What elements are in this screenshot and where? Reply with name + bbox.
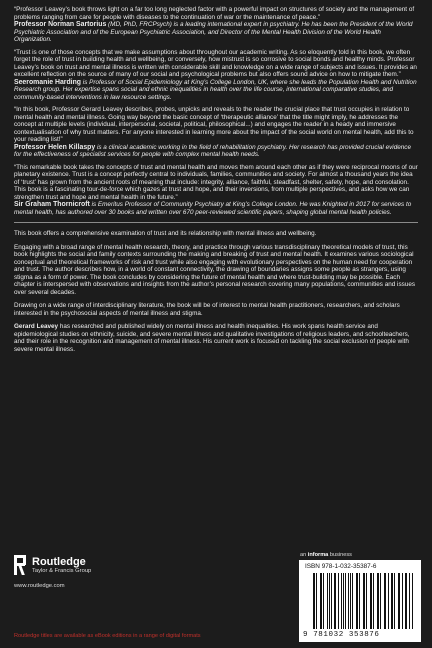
routledge-r-icon <box>14 555 28 575</box>
divider <box>14 222 418 223</box>
blurb-sartorius <box>14 6 418 44</box>
description-paragraph: Drawing on a wide range of interdisciplinary literature, the book will be of interest to mental health practitioners, researchers, and scholars interested in the psychosocial aspects of mental illness and stigma. <box>14 302 400 317</box>
barcode-panel <box>299 560 421 642</box>
publisher-group: Taylor & Francis Group <box>32 567 92 574</box>
blurb-author-desc: is a clinical academic working in the field of rehabilitation psychiatry. Her research has provided crucial evidence for the effectiveness of specialist services for people with complex mental health needs. <box>14 143 411 158</box>
blurb-author-desc: is Professor of Social Epidemiology at King’s College London, UK, where she leads the Population Health and Nutrition Research group. Her expertise spans social and ethnic inequalities in health over the life course, international comparative studies, and community-based interventions in law resource settings. <box>14 78 417 101</box>
publisher-url: www.routledge.com <box>14 583 65 589</box>
back-cover-text <box>14 6 418 359</box>
barcode-icon <box>313 573 413 629</box>
blurb-quote: “Professor Leavey’s book throws light on a far too long neglected factor with a powerful impact on structures of society and the management of problems ranging from care for people with diseases to the continuation of war or the maintenance of peace.” <box>14 6 415 21</box>
blurb-quote: “In this book, Professor Gerard Leavey describes, probes, unpicks and reveals to the reader the crucial place that trust occupies in relation to mental health and mental illness. Going way beyond the basic concept of ‘therapeutic alliance’ that the title might imply, he addresses the concept at multiple levels (individual, interpersonal, societal, political, philosophical...) and engages the reader in a heady and immersive contextualisation of why trust matters. For anyone interested in learning more about the impact of the social world on mental health, add this to your reading list!” <box>14 106 414 143</box>
blurb-author-name: Professor Helen Killaspy <box>14 143 96 151</box>
author-name: Gerard Leavey <box>14 323 59 330</box>
blurb-quote: “Trust is one of those concepts that we make assumptions about throughout our academic writing. As so eloquently told in this book, we often forget the role of trust in building health and wellbeing, or conversely, how mistrust is so corrosive to social bonds and healthy minds. Professor Leavey’s book on trust and mental illness is written with considerable skill and knowledge on a wide range of subjects and issues. It provides an excellent reflection on the source of many of our social and psychological problems but also offers sound advice on how to mitigate them.” <box>14 48 417 78</box>
blurb-author-name: Professor Norman Sartorius <box>14 21 107 28</box>
author-bio-text: has researched and published widely on mental illness and health inequalities. His work spans health service and epidemiological studies on ethnicity, suicide, and severe mental illness and qualitative investigations of religious leaders, and schoolteachers, and their role in the recognition and management of mental illness. His current work is focused on tackling the social exclusion of people with severe mental illness. <box>14 323 410 353</box>
blurb-thornicroft <box>14 164 418 217</box>
blurb-author-desc: (MD, PhD, FRCPsych) is a leading international expert in psychiatry. He has been the President of the World Psychiatric Association and of the European Psychiatric Association, and Director of the Mental Health Division of the World Health Organization. <box>14 21 413 43</box>
author-bio <box>14 323 418 353</box>
blurb-harding <box>14 49 418 102</box>
blurb-quote: “This remarkable book takes the concepts of trust and mental health and moves them around each other as if they were reciprocal moons of our planetary existence. Trust is a concept perfectly central to individuals, families, communities and society. For almost a thousand years the idea of ‘trust’ has grown from the ancient roots of meaning that include: integrity, alliance, faithful, steadfast, shelter, safety, hope, and consolation. This book is a fascinating tour-de-force which gazes at trust and hope, and their inversions, from multiple perspectives, and asks how we can strengthen trust and hope and mental health in the future.” <box>14 163 418 201</box>
ebook-note: Routledge titles are available as eBook editions in a range of digital formats <box>14 633 201 639</box>
publisher-name: Routledge <box>32 555 86 568</box>
blurb-author-desc: is Emeritus Professor of Community Psychiatry at King’s College London. He was Knighted in 2017 for services to mental health, has authored over 30 books and written over 670 peer-reviewed scientific papers, shaping global mental health policies. <box>14 201 412 216</box>
ean-digits: 9 781032 353876 <box>303 631 380 639</box>
informa-tagline: an informa business <box>300 552 352 558</box>
blurb-author-name: Sir Graham Thornicroft <box>14 201 90 208</box>
blurb-author-name: Seeromanie Harding <box>14 78 82 86</box>
description-paragraph: Engaging with a broad range of mental health research, theory, and practice through various transdisciplinary theoretical models of trust, this book highlights the social and family contexts surrounding the making and breaking of trust and mental health. It examines various sociological conceptual and theoretical frameworks of risk and trust while also engaging with evolutionary perspectives on the human need for cooperation and trust. The author describes how, in a world of constant connectivity, the drawing of boundaries assigns some people as strangers, using stigma as a form of power. The book concludes by considering the future of mental health and where trust-building may be possible. Each chapter is interspersed with observations and insights from the author’s personal research covering many populations, communities and issues over several decades. <box>14 243 416 296</box>
publisher-logo <box>14 555 91 575</box>
blurb-killaspy <box>14 106 418 159</box>
description-paragraph: This book offers a comprehensive examination of trust and its relationship with mental illness and wellbeing. <box>14 230 317 237</box>
isbn-text: ISBN 978-1-032-35387-6 <box>305 563 377 570</box>
